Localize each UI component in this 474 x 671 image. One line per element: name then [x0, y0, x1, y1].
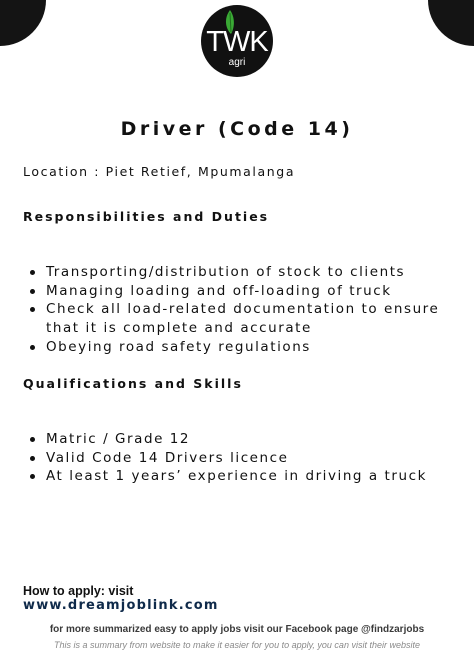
bullet-icon: [30, 289, 35, 294]
list-item: [27, 449, 457, 468]
list-item-text: Matric / Grade 12: [46, 431, 191, 447]
list-item: [27, 430, 457, 449]
list-item-text: At least 1 years’ experience in driving a truck: [46, 468, 427, 485]
job-title: Driver (Code 14): [120, 118, 354, 140]
qualifications-heading: Qualifications and Skills: [23, 376, 243, 391]
list-item-text: Valid Code 14 Drivers licence: [46, 449, 289, 466]
how-to-apply-label: How to apply: visit: [23, 584, 134, 598]
responsibilities-heading: Responsibilities and Duties: [23, 209, 270, 224]
bullet-icon: [30, 307, 35, 312]
list-item-text: Transporting/distribution of stock to clients: [46, 264, 406, 280]
job-location: Location : Piet Retief, Mpumalanga: [23, 164, 296, 179]
twk-agri-logo: [200, 4, 274, 78]
list-item-text: Managing loading and off-loading of truck: [46, 282, 392, 299]
responsibilities-list: [27, 263, 457, 357]
qualifications-list: [27, 430, 457, 486]
logo-subtext: agri: [228, 57, 246, 68]
bullet-icon: [30, 474, 35, 479]
corner-decoration-left: [0, 0, 46, 46]
logo-wordmark: TWK: [206, 26, 268, 58]
corner-decoration-right: [428, 0, 474, 46]
list-item-text: Obeying road safety regulations: [46, 338, 311, 355]
list-item: [27, 300, 457, 337]
logo-graphic: [200, 4, 274, 78]
bullet-icon: [30, 345, 35, 350]
bullet-icon: [30, 456, 35, 461]
summary-disclaimer: This is a summary from website to make it easier for you to apply, you can visit their website: [54, 640, 420, 650]
facebook-note: for more summarized easy to apply jobs visit our Facebook page @findzarjobs: [49, 624, 425, 635]
apply-website-link[interactable]: www.dreamjoblink.com: [23, 598, 219, 613]
list-item: [27, 263, 457, 282]
bullet-icon: [30, 437, 35, 442]
bullet-icon: [30, 270, 35, 275]
list-item: [27, 282, 457, 301]
list-item: [27, 467, 457, 486]
list-item: [27, 338, 457, 357]
list-item-text: Check all load-related documentation to ensure that it is complete and accurate: [46, 301, 440, 337]
